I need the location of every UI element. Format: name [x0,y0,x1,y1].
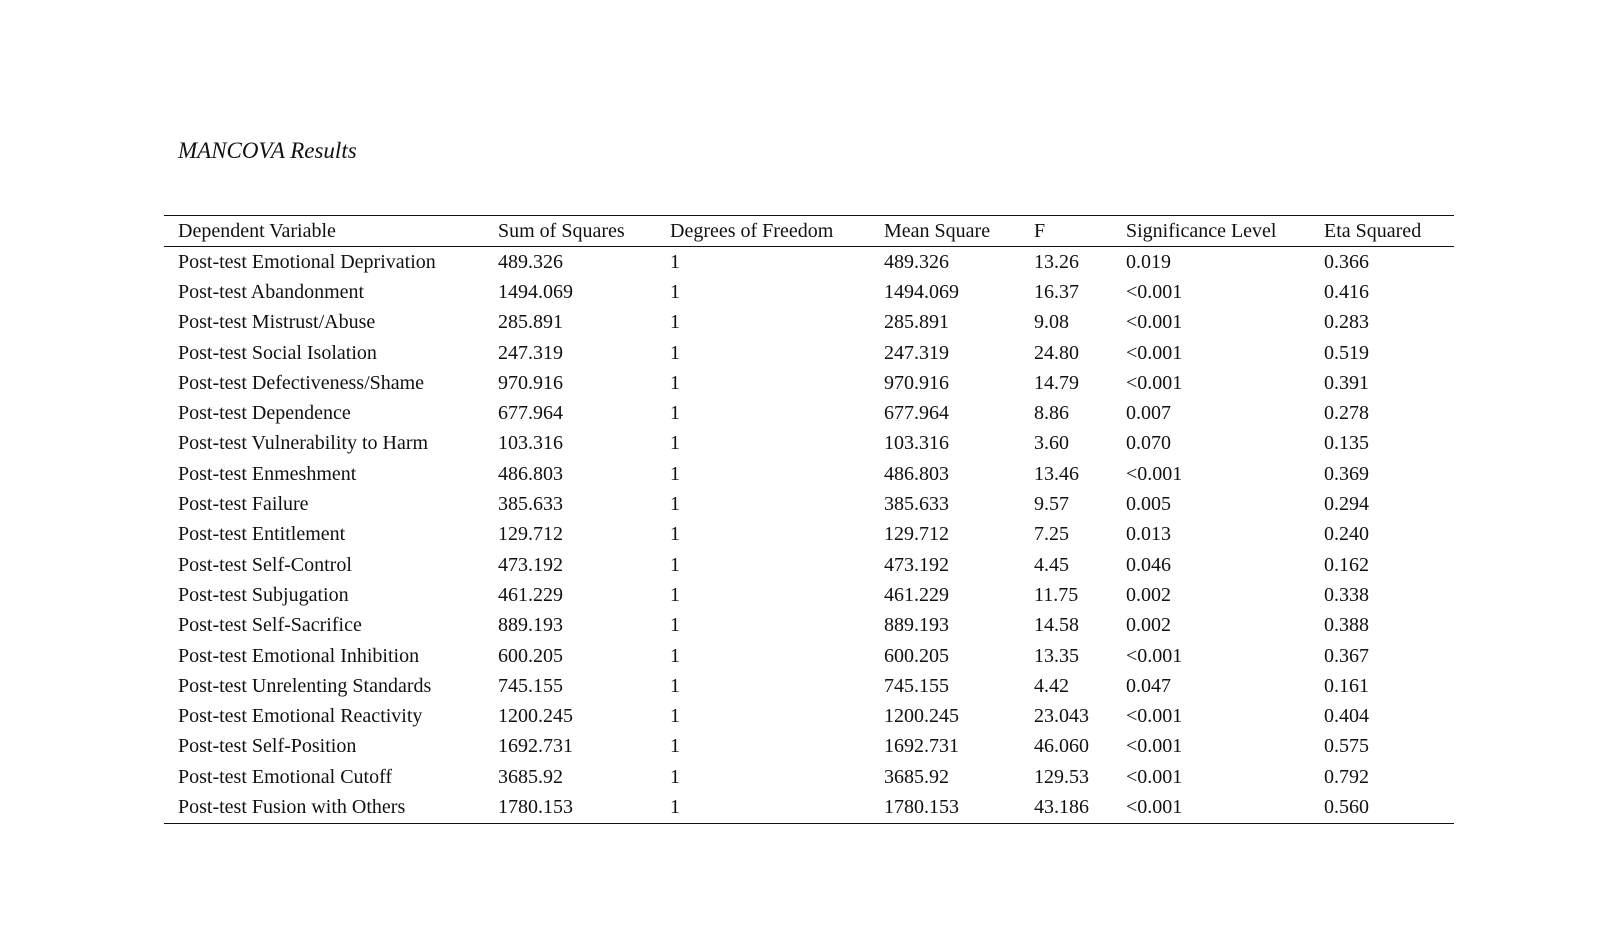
cell-f-value: 43.186 [1034,795,1089,818]
cell-dependent-variable: Post-test Defectiveness/Shame [178,371,425,394]
table-row [164,580,1454,610]
page-title: MANCOVA Results [178,138,357,163]
cell-eta-squared: 0.575 [1324,735,1369,758]
cell-eta-squared: 0.388 [1324,614,1369,637]
cell-degrees-of-freedom: 1 [670,705,680,728]
cell-eta-squared: 0.367 [1324,644,1369,667]
cell-sum-of-squares: 473.192 [498,553,563,576]
cell-sum-of-squares: 3685.92 [498,765,563,788]
cell-sum-of-squares: 970.916 [498,371,563,394]
cell-significance-level: 0.047 [1126,674,1171,697]
cell-mean-square: 1494.069 [884,280,959,303]
cell-significance-level: 0.002 [1126,583,1171,606]
cell-significance-level: 0.070 [1126,432,1171,455]
cell-sum-of-squares: 745.155 [498,674,563,697]
cell-degrees-of-freedom: 1 [670,765,680,788]
cell-f-value: 8.86 [1034,402,1069,425]
cell-sum-of-squares: 461.229 [498,583,563,606]
cell-degrees-of-freedom: 1 [670,402,680,425]
cell-mean-square: 1692.731 [884,735,959,758]
cell-sum-of-squares: 1692.731 [498,735,573,758]
cell-dependent-variable: Post-test Fusion with Others [178,795,406,818]
cell-sum-of-squares: 1494.069 [498,280,573,303]
cell-sum-of-squares: 1200.245 [498,705,573,728]
cell-eta-squared: 0.391 [1324,371,1369,394]
table-row [164,247,1454,278]
cell-mean-square: 103.316 [884,432,949,455]
cell-degrees-of-freedom: 1 [670,432,680,455]
table-row [164,308,1454,338]
cell-sum-of-squares: 129.712 [498,523,563,546]
cell-degrees-of-freedom: 1 [670,493,680,516]
cell-degrees-of-freedom: 1 [670,795,680,818]
cell-f-value: 46.060 [1034,735,1089,758]
table-row [164,459,1454,489]
cell-mean-square: 677.964 [884,402,949,425]
cell-significance-level: <0.001 [1126,371,1183,394]
cell-significance-level: 0.002 [1126,614,1171,637]
cell-f-value: 16.37 [1034,280,1079,303]
cell-significance-level: <0.001 [1126,644,1183,667]
cell-sum-of-squares: 247.319 [498,341,563,364]
cell-f-value: 13.35 [1034,644,1079,667]
cell-significance-level: <0.001 [1126,341,1183,364]
cell-dependent-variable: Post-test Self-Sacrifice [178,614,362,637]
cell-degrees-of-freedom: 1 [670,583,680,606]
column-header-eta-squared: Eta Squared [1324,219,1422,242]
table-body [164,247,1454,824]
cell-dependent-variable: Post-test Self-Position [178,735,357,758]
results-table [164,215,1454,824]
cell-f-value: 4.45 [1034,553,1069,576]
cell-eta-squared: 0.560 [1324,795,1369,818]
column-header-f-value: F [1034,219,1046,242]
cell-degrees-of-freedom: 1 [670,371,680,394]
table-row [164,338,1454,368]
cell-significance-level: 0.005 [1126,493,1171,516]
cell-eta-squared: 0.338 [1324,583,1369,606]
cell-mean-square: 600.205 [884,644,949,667]
table-row [164,611,1454,641]
cell-dependent-variable: Post-test Emotional Reactivity [178,705,423,728]
cell-eta-squared: 0.369 [1324,462,1369,485]
cell-sum-of-squares: 489.326 [498,250,563,273]
cell-significance-level: 0.013 [1126,523,1171,546]
cell-mean-square: 889.193 [884,614,949,637]
cell-significance-level: <0.001 [1126,795,1183,818]
cell-f-value: 9.57 [1034,493,1069,516]
table-row [164,368,1454,398]
cell-dependent-variable: Post-test Vulnerability to Harm [178,432,429,455]
cell-f-value: 23.043 [1034,705,1089,728]
cell-degrees-of-freedom: 1 [670,311,680,334]
cell-degrees-of-freedom: 1 [670,553,680,576]
table-row [164,762,1454,792]
cell-significance-level: 0.019 [1126,250,1171,273]
table-row [164,489,1454,519]
cell-degrees-of-freedom: 1 [670,614,680,637]
cell-mean-square: 3685.92 [884,765,949,788]
cell-degrees-of-freedom: 1 [670,674,680,697]
cell-eta-squared: 0.366 [1324,250,1369,273]
cell-mean-square: 970.916 [884,371,949,394]
cell-mean-square: 129.712 [884,523,949,546]
table-row [164,429,1454,459]
cell-sum-of-squares: 677.964 [498,402,563,425]
column-header-significance-level: Significance Level [1126,219,1277,242]
cell-mean-square: 461.229 [884,583,949,606]
table-row [164,277,1454,307]
cell-eta-squared: 0.135 [1324,432,1369,455]
table-row [164,701,1454,731]
cell-significance-level: <0.001 [1126,705,1183,728]
cell-significance-level: 0.007 [1126,402,1171,425]
cell-f-value: 13.26 [1034,250,1079,273]
column-header-sum-of-squares: Sum of Squares [498,219,625,242]
cell-eta-squared: 0.240 [1324,523,1369,546]
cell-f-value: 24.80 [1034,341,1079,364]
table-row [164,520,1454,550]
cell-f-value: 7.25 [1034,523,1069,546]
cell-eta-squared: 0.294 [1324,493,1369,516]
cell-significance-level: 0.046 [1126,553,1171,576]
cell-dependent-variable: Post-test Emotional Cutoff [178,765,393,788]
cell-dependent-variable: Post-test Mistrust/Abuse [178,311,376,334]
cell-f-value: 9.08 [1034,311,1069,334]
cell-dependent-variable: Post-test Failure [178,493,309,516]
cell-f-value: 11.75 [1034,583,1079,606]
cell-sum-of-squares: 103.316 [498,432,563,455]
header-row [164,216,1454,247]
cell-mean-square: 1780.153 [884,795,959,818]
cell-dependent-variable: Post-test Enmeshment [178,462,357,485]
cell-eta-squared: 0.519 [1324,341,1369,364]
cell-sum-of-squares: 1780.153 [498,795,573,818]
cell-dependent-variable: Post-test Abandonment [178,280,365,303]
cell-eta-squared: 0.404 [1324,705,1369,728]
cell-significance-level: <0.001 [1126,280,1183,303]
cell-mean-square: 489.326 [884,250,949,273]
cell-sum-of-squares: 600.205 [498,644,563,667]
cell-mean-square: 745.155 [884,674,949,697]
cell-mean-square: 247.319 [884,341,949,364]
cell-dependent-variable: Post-test Subjugation [178,583,349,606]
cell-f-value: 4.42 [1034,674,1069,697]
cell-mean-square: 385.633 [884,493,949,516]
cell-degrees-of-freedom: 1 [670,250,680,273]
cell-significance-level: <0.001 [1126,765,1183,788]
cell-f-value: 14.58 [1034,614,1079,637]
cell-dependent-variable: Post-test Entitlement [178,523,346,546]
table-header [164,216,1454,247]
cell-f-value: 13.46 [1034,462,1079,485]
cell-f-value: 129.53 [1034,765,1089,788]
cell-eta-squared: 0.416 [1324,280,1369,303]
table-row [164,732,1454,762]
table-row [164,398,1454,428]
cell-eta-squared: 0.278 [1324,402,1369,425]
cell-mean-square: 473.192 [884,553,949,576]
cell-degrees-of-freedom: 1 [670,644,680,667]
cell-f-value: 14.79 [1034,371,1079,394]
column-header-mean-square: Mean Square [884,219,991,242]
column-header-dependent-variable: Dependent Variable [178,219,336,242]
cell-dependent-variable: Post-test Unrelenting Standards [178,674,432,697]
cell-eta-squared: 0.283 [1324,311,1369,334]
cell-mean-square: 285.891 [884,311,949,334]
cell-degrees-of-freedom: 1 [670,523,680,546]
cell-dependent-variable: Post-test Self-Control [178,553,352,576]
cell-eta-squared: 0.161 [1324,674,1369,697]
cell-dependent-variable: Post-test Social Isolation [178,341,377,364]
cell-f-value: 3.60 [1034,432,1069,455]
cell-significance-level: <0.001 [1126,735,1183,758]
column-header-degrees-of-freedom: Degrees of Freedom [670,219,834,242]
cell-mean-square: 486.803 [884,462,949,485]
cell-degrees-of-freedom: 1 [670,341,680,364]
table-row [164,792,1454,823]
cell-eta-squared: 0.792 [1324,765,1369,788]
cell-significance-level: <0.001 [1126,311,1183,334]
cell-dependent-variable: Post-test Emotional Inhibition [178,644,420,667]
cell-mean-square: 1200.245 [884,705,959,728]
table-row [164,671,1454,701]
cell-sum-of-squares: 285.891 [498,311,563,334]
table-row [164,641,1454,671]
cell-sum-of-squares: 385.633 [498,493,563,516]
cell-degrees-of-freedom: 1 [670,735,680,758]
cell-significance-level: <0.001 [1126,462,1183,485]
cell-degrees-of-freedom: 1 [670,280,680,303]
cell-dependent-variable: Post-test Emotional Deprivation [178,250,436,273]
cell-degrees-of-freedom: 1 [670,462,680,485]
cell-sum-of-squares: 889.193 [498,614,563,637]
cell-eta-squared: 0.162 [1324,553,1369,576]
cell-dependent-variable: Post-test Dependence [178,402,351,425]
cell-sum-of-squares: 486.803 [498,462,563,485]
table-row [164,550,1454,580]
